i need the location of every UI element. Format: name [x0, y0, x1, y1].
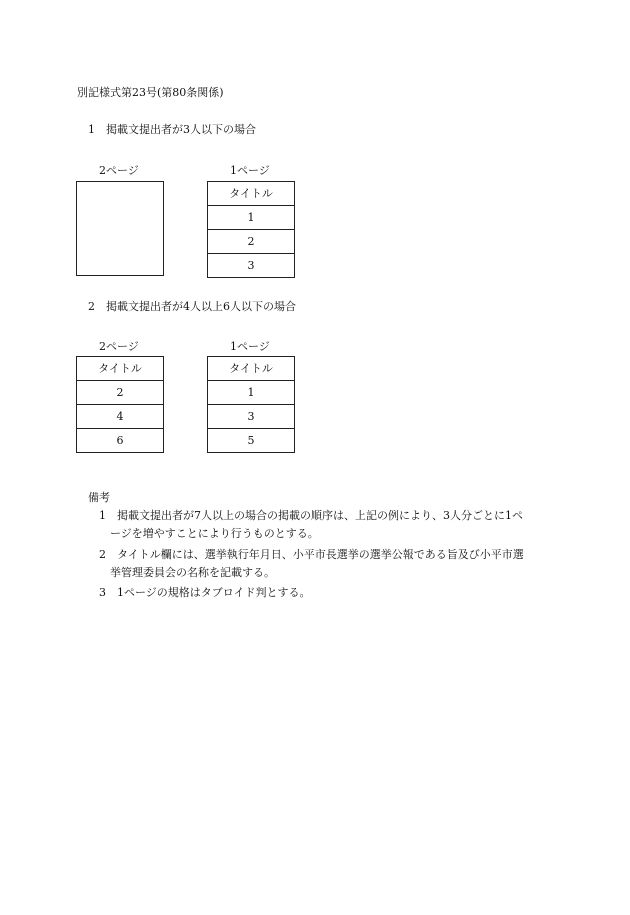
table-cell: 1 — [208, 381, 295, 405]
table-row — [208, 206, 295, 230]
table-cell-title: タイトル — [208, 182, 295, 206]
table-row — [208, 381, 295, 405]
section1-page2-label: 2ページ — [99, 164, 139, 177]
remark-item-1-line-1: 1 掲載文提出者が7人以上の場合の掲載の順序は、上記の例により、3人分ごとに1ペ — [99, 509, 523, 522]
remarks-heading: 備考 — [88, 491, 110, 504]
section2-page2-table — [76, 356, 164, 453]
table-row — [208, 254, 295, 278]
table-row — [208, 357, 295, 381]
remark-item-1-line-2: ージを増やすことにより行うものとする。 — [110, 527, 319, 540]
table-row — [77, 405, 164, 429]
remark-item-3-line-1: 3 1ページの規格はタブロイド判とする。 — [99, 586, 311, 599]
table-cell-title: タイトル — [77, 357, 164, 381]
table-cell-title: タイトル — [208, 357, 295, 381]
table-cell: 2 — [208, 230, 295, 254]
table-cell: 6 — [77, 429, 164, 453]
section1-page1-label: 1ページ — [230, 164, 270, 177]
table-row — [208, 230, 295, 254]
remark-item-2-line-2: 挙管理委員会の名称を記載する。 — [110, 566, 275, 579]
table-cell: 2 — [77, 381, 164, 405]
table-cell: 3 — [208, 254, 295, 278]
remark-item-2-line-1: 2 タイトル欄には、選挙執行年月日、小平市長選挙の選挙公報である旨及び小平市選 — [99, 548, 524, 561]
section1-page1-table — [207, 181, 295, 278]
table-cell: 5 — [208, 429, 295, 453]
table-row — [208, 429, 295, 453]
table-row — [208, 182, 295, 206]
section2-page1-table — [207, 356, 295, 453]
section1-page2-blank-box — [76, 181, 164, 276]
table-cell: 4 — [77, 405, 164, 429]
table-row — [77, 429, 164, 453]
section2-heading: 2 掲載文提出者が4人以上6人以下の場合 — [88, 300, 296, 313]
section1-heading: 1 掲載文提出者が3人以下の場合 — [88, 123, 256, 136]
table-cell: 1 — [208, 206, 295, 230]
section2-page1-label: 1ページ — [230, 340, 270, 353]
table-row — [77, 357, 164, 381]
form-title: 別記様式第23号(第80条関係) — [77, 86, 224, 99]
table-row — [77, 381, 164, 405]
section2-page2-label: 2ページ — [99, 340, 139, 353]
table-row — [208, 405, 295, 429]
table-cell: 3 — [208, 405, 295, 429]
